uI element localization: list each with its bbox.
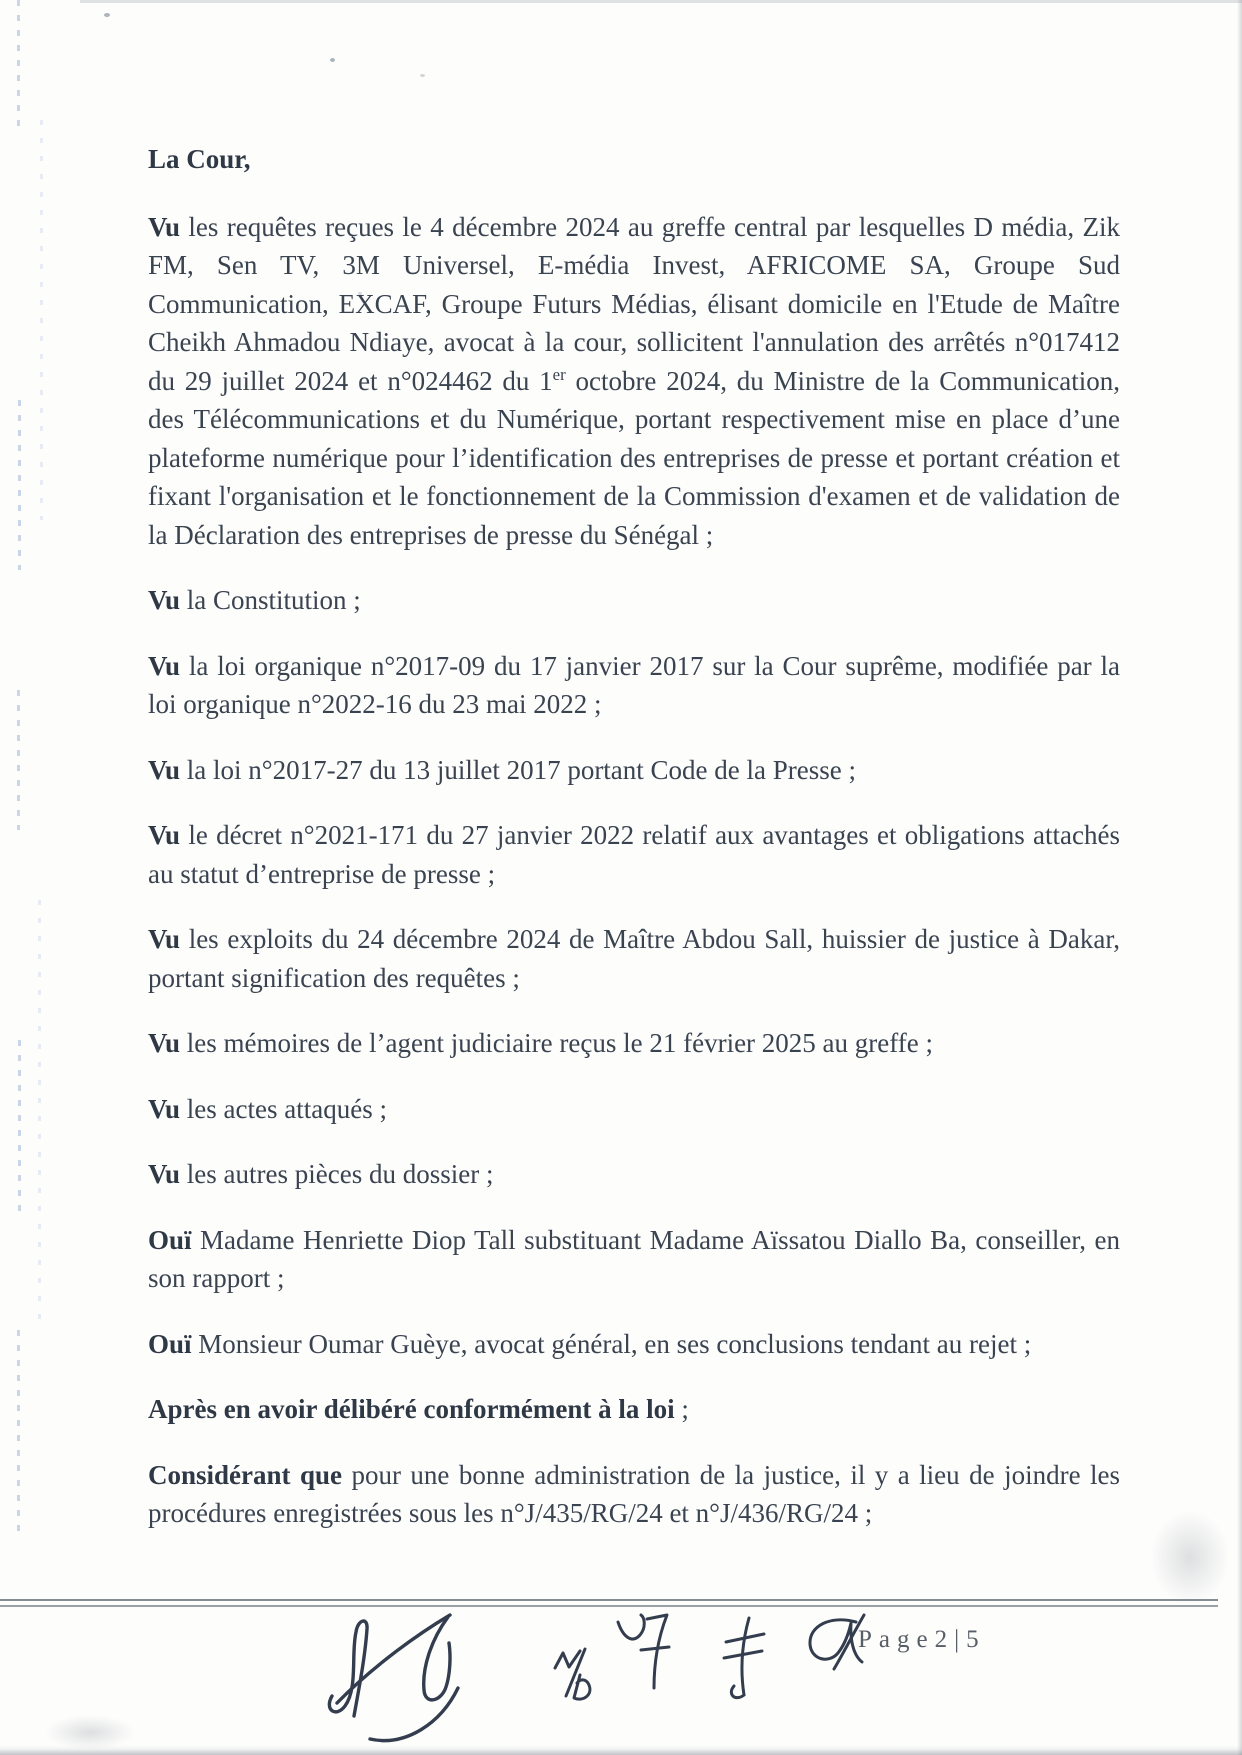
- scan-artifact-speck: [330, 58, 335, 62]
- scan-artifact-blue-streak: [17, 0, 20, 130]
- scan-artifact-blue-streak: [40, 120, 43, 520]
- paragraph-lead: Vu: [148, 754, 181, 785]
- handwritten-paraphe-2: [549, 1640, 615, 1704]
- paragraph-lead: Vu: [148, 1159, 181, 1189]
- scan-artifact-speck: [420, 74, 425, 77]
- scan-artifact-blue-streak: [18, 400, 21, 570]
- paragraph-oui-avocat-general: Ouï Monsieur Oumar Guèye, avocat général, en ses conclusions tendant au rejet ;: [148, 1328, 1032, 1359]
- paragraph-lead: Vu: [148, 585, 181, 615]
- paragraph-vu-decret: Vu le décret n°2021-171 du 27 janvier 2022 relatif aux avantages et obligations attachés au statut d’entreprise de presse ;: [148, 820, 1120, 889]
- paragraph-vu-requetes: Vu les requêtes reçues le 4 décembre 2024 au greffe central par lesquelles D média, Zik FM, Sen TV, 3M Universel, E-média Invest, AFRICOME SA, Groupe Sud Communication, EXCAF, Groupe Futurs Médias, élisant domicile en l'Etude de Maître Cheikh Ahmadou Ndiaye, avocat à la cour, sollicitent l'annulation des arrêtés n°017412 du 29 juillet 2024 et n°024462 du 1er octobre 2024, du Ministre de la Communication, des Télécommunications et du Numérique, portant respectivement mise en place d’une plateforme numérique pour l’identification des entreprises de presse et portant création et fixant l'organisation et le fonctionnement de la Commission d'examen et de validation de la Déclaration des entreprises de presse du Sénégal ;: [148, 211, 1120, 550]
- scan-artifact-blue-streak: [38, 900, 41, 1320]
- paragraph-lead: Considérant que: [148, 1459, 342, 1490]
- handwritten-paraphe-3: [612, 1610, 674, 1698]
- paragraph-vu-actes: Vu les actes attaqués ;: [148, 1093, 387, 1124]
- scan-artifact-speck: [104, 13, 110, 17]
- paragraph-oui-rapporteur: Ouï Madame Henriette Diop Tall substituant Madame Aïssatou Diallo Ba, conseiller, en son rapport ;: [148, 1224, 1120, 1293]
- paragraph-lead: Ouï: [148, 1328, 192, 1359]
- la-cour-heading: [148, 140, 1120, 179]
- paragraph-lead: Vu: [148, 820, 181, 850]
- paragraph-vu-loi-organique: Vu la loi organique n°2017-09 du 17 janvier 2017 sur la Cour suprême, modifiée par la loi organique n°2022-16 du 23 mai 2022 ;: [148, 650, 1120, 719]
- footer-rule: [0, 1599, 1218, 1607]
- scan-artifact-blue-streak: [17, 1330, 20, 1540]
- paragraph-considerant-jonction: Considérant que pour une bonne administration de la justice, il y a lieu de joindre les procédures enregistrées sous les n°J/435/RG/24 et n°J/436/RG/24 ;: [148, 1459, 1121, 1528]
- paragraph-vu-exploits: Vu les exploits du 24 décembre 2024 de Maître Abdou Sall, huissier de justice à Dakar, portant signification des requêtes ;: [148, 924, 1120, 993]
- paragraph-lead: La Cour,: [148, 144, 251, 174]
- scan-artifact-smudge: [1150, 1510, 1230, 1605]
- paragraph-lead: Ouï: [148, 1224, 192, 1255]
- paragraph-vu-autres-pieces: Vu les autres pièces du dossier ;: [148, 1159, 494, 1189]
- scan-artifact-blue-streak: [17, 690, 20, 830]
- scan-artifact-blue-streak: [18, 1040, 21, 1220]
- scan-artifact-right-edge: [1237, 0, 1242, 1755]
- paragraph-lead: Vu: [148, 1093, 181, 1124]
- handwritten-paraphe-1: [318, 1606, 486, 1748]
- paragraph-vu-loi-2017-27: Vu la loi n°2017-27 du 13 juillet 2017 portant Code de la Presse ;: [148, 754, 856, 785]
- handwritten-paraphe-4: [714, 1613, 770, 1705]
- paragraph-lead: Vu: [148, 924, 181, 954]
- paragraph-lead: Vu: [148, 1028, 181, 1058]
- scan-artifact-bottom-edge: [0, 1745, 1242, 1755]
- document-body: [148, 140, 1120, 1560]
- paragraph-lead: Vu: [148, 211, 181, 242]
- paragraph-lead: Après en avoir délibéré conformément à la loi: [148, 1394, 675, 1424]
- paragraph-vu-constitution: Vu la Constitution ;: [148, 585, 361, 615]
- scan-artifact-smudge: [45, 1715, 135, 1750]
- page-number-label: Page2|5: [858, 1626, 986, 1653]
- paragraph-lead: Vu: [148, 650, 181, 681]
- paragraph-vu-memoires: Vu les mémoires de l’agent judiciaire reçus le 21 février 2025 au greffe ;: [148, 1028, 933, 1058]
- paragraph-apres-deliberation: Après en avoir délibéré conformément à la loi ;: [148, 1394, 689, 1424]
- scan-artifact-top-edge: [80, 0, 1242, 3]
